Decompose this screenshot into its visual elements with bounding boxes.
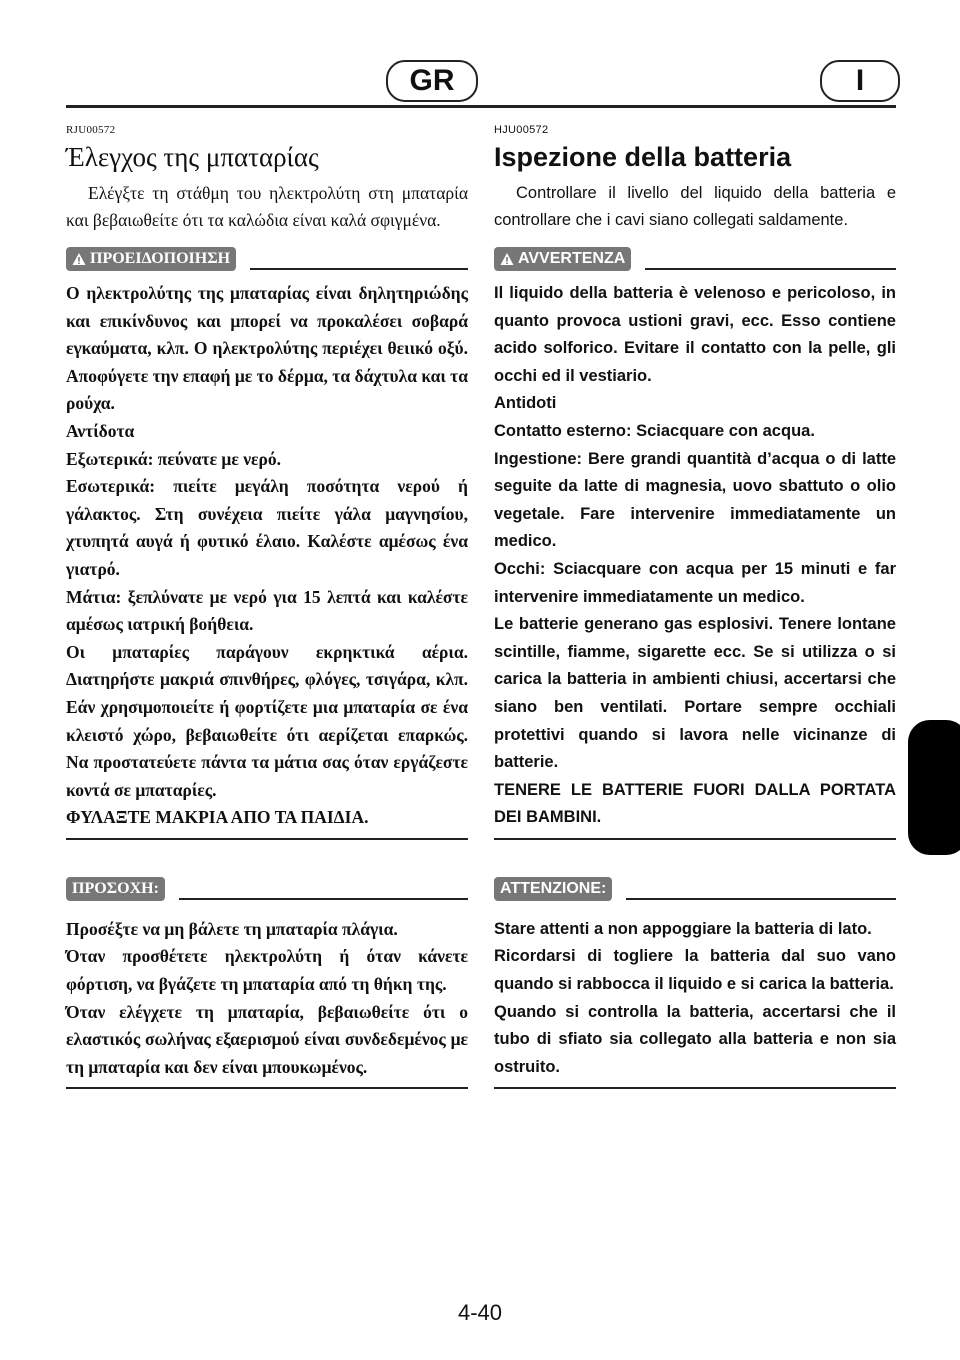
section-title: Ispezione della batteria — [494, 142, 792, 172]
caution-text: Ricordarsi di togliere la batteria dal suo vano quando si rabbocca il liquido e si carica la batteria. — [494, 947, 896, 994]
warning-text: ΦΥΛΑΞΤΕ ΜΑΚΡΙΑ ΑΠΟ ΤΑ ΠΑΙΔΙΑ. — [66, 807, 369, 828]
warning-end-rule — [66, 838, 468, 840]
warning-end-rule — [494, 838, 896, 840]
warning-rule — [645, 268, 896, 270]
warning-label: ΠΡΟΕΙΔΟΠΟΙΗΣΗ — [90, 250, 231, 267]
caution-text: Προσέξτε να μη βάλετε τη μπαταρία πλάγια. — [66, 918, 398, 939]
warning-text: TENERE LE BATTERIE FUORI DALLA PORTATA DEI BAMBINI. — [494, 780, 896, 827]
caution-text: Stare attenti a non appoggiare la batteria di lato. — [494, 919, 872, 938]
caution-header — [494, 876, 896, 902]
warning-text: Contatto esterno: Sciacquare con acqua. — [494, 421, 815, 440]
header-rule — [66, 105, 896, 108]
warning-text: Le batterie generano gas esplosivi. Tenere lontane scintille, fiamme, sigarette ecc. Se si utilizza o si carica la batteria in ambienti chiusi, accertarsi che siano ben ventilati. Portare sempre occhiali protettivi quando si lavora nelle vicinanze di batterie. — [494, 615, 896, 772]
warning-text: Ο ηλεκτρολύτης της μπαταρίας είναι δηλητηριώδης και επικίνδυνος και μπορεί να προκαλέσει σοβαρά εγκαύματα, κλπ. Ο ηλεκτρολύτης περιέχει θειικό οξύ. Αποφύγετε την επαφή με το δέρμα, τα δάχτυλα και τα ρούχα. — [66, 283, 468, 414]
warning-text: Il liquido della batteria è velenoso e pericoloso, in quanto provoca ustioni gravi, ecc. Esso contiene acido solforico. Evitare il contatto con la pelle, gli occhi ed il vestiario. — [494, 284, 896, 385]
caution-header — [66, 876, 468, 902]
warning-text: Antidoti — [494, 394, 557, 413]
warning-text: Εξωτερικά: πεύνατε με νερό. — [66, 448, 281, 469]
warning-text: Εσωτερικά: πιείτε μεγάλη ποσότητα νερού ή γάλακτος. Στη συνέχεια πιείτε γάλα μαγνησίου, χτυπητά αυγά ή φυτικό έλαιο. Καλέστε αμέσως ένα γιατρό. — [66, 476, 468, 579]
language-tab-i: I — [820, 60, 900, 102]
caution-badge — [494, 877, 612, 901]
caution-label: ΠΡΟΣΟΧΗ: — [72, 879, 159, 897]
caution-badge — [66, 877, 165, 901]
page-number: 4-40 — [457, 1300, 503, 1325]
language-tab-gr: GR — [386, 60, 478, 102]
chapter-side-tab — [908, 720, 960, 855]
warning-text: Ingestione: Bere grandi quantità d’acqua o di latte seguite da latte di magnesia, uovo sbattuto o olio vegetale. Fare intervenire immediatamente un medico. — [494, 449, 896, 551]
section-code: HJU00572 — [494, 124, 549, 136]
caution-text: Όταν προσθέτετε ηλεκτρολύτη ή όταν κάνετε φόρτιση, να βγάζετε τη μπαταρία από τη θήκη της. — [66, 946, 468, 995]
caution-rule — [626, 898, 896, 900]
caution-label: ATTENZIONE: — [500, 879, 607, 897]
caution-text: Όταν ελέγχετε τη μπαταρία, βεβαιωθείτε ότι ο ελαστικός σωλήνας εξαερισμού είναι συνδεδεμένος με τη μπαταρία και δεν είναι μπουκωμένος. — [66, 1001, 468, 1077]
greek-column — [66, 118, 468, 1105]
warning-header — [494, 246, 896, 272]
warning-triangle-icon — [500, 252, 514, 266]
warning-text: Occhi: Sciacquare con acqua per 15 minuti e far intervenire immediatamente un medico. — [494, 559, 896, 606]
warning-header — [66, 246, 468, 272]
warning-badge — [66, 247, 236, 271]
intro-paragraph: Ελέγξτε τη στάθμη του ηλεκτρολύτη στη μπαταρία και βεβαιωθείτε ότι τα καλώδια είναι καλά σφιγμένα. — [66, 183, 468, 230]
warning-text: Αντίδοτα — [66, 420, 135, 441]
caution-text: Quando si controlla la batteria, accertarsi che il tubo di sfiato sia collegato alla batteria e non sia ostruito. — [494, 1002, 896, 1076]
section-title: Έλεγχος της μπαταρίας — [66, 142, 319, 172]
intro-paragraph: Controllare il livello del liquido della batteria e controllare che i cavi siano collegati saldamente. — [494, 184, 896, 229]
warning-rule — [250, 268, 468, 270]
section-code: RJU00572 — [66, 124, 116, 136]
warning-badge — [494, 247, 631, 271]
warning-text: Οι μπαταρίες παράγουν εκρηκτικά αέρια. Διατηρήστε μακριά σπινθήρες, φλόγες, τσιγάρα, κλπ. Εάν χρησιμοποιείτε ή φορτίζετε μια μπαταρία σε ένα κλειστό χώρο, βεβαιωθείτε ότι αερίζεται επαρκώς. Να προστατεύετε πάντα τα μάτια σας όταν εργάζεστε κοντά σε μπαταρίες. — [66, 641, 468, 800]
caution-end-rule — [66, 1087, 468, 1089]
caution-rule — [179, 898, 468, 900]
italian-column — [494, 118, 896, 1105]
warning-label: AVVERTENZA — [518, 250, 626, 267]
warning-text: Μάτια: ξεπλύνατε με νερό για 15 λεπτά και καλέστε αμέσως ιατρική βοήθεια. — [66, 586, 468, 635]
warning-triangle-icon — [72, 252, 86, 266]
caution-end-rule — [494, 1087, 896, 1089]
